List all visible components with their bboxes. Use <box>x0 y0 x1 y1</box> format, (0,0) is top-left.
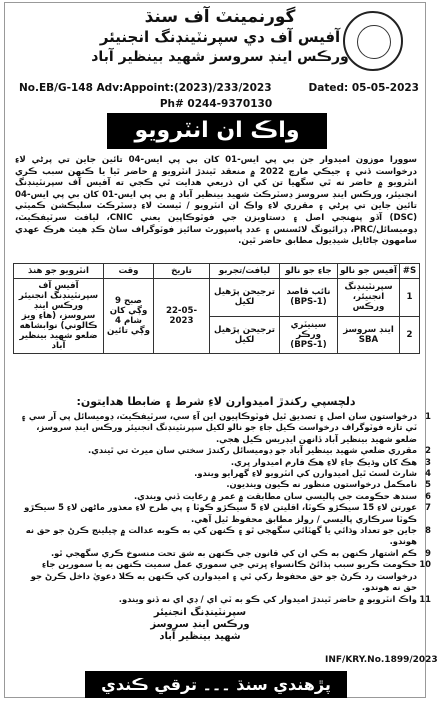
header-office: آفيس آف دي سپرنٽينڊنگ انجنيئر <box>99 28 341 46</box>
list-item <box>15 411 431 445</box>
rule-text: جاين جو تعداد وڌائي يا گهٽائي سگهجي ٿو ۽ ڪنهن کي به ڪوبه عدالت ۾ چيلينج ڪرڻ جو حق نه هوندو. <box>25 525 417 547</box>
signature-block <box>145 607 255 643</box>
cell-office-name: سپرنٽينڊنگ انجنيئر، ورڪس <box>338 279 400 317</box>
rule-number: 11 <box>419 593 431 604</box>
rule-text: شارٽ لسٽ ٿيل اميدوارن کي انٽرويو لاءِ گهرايو ويندو. <box>194 468 417 479</box>
rule-text: حڪومت ڪريو سبب ٻڌائڻ ڪانسواءِ ڀرتي جي سموري عمل سميت ڪنهن به يا سمورين جاءِ درخواست رد ڪرڻ جو حق محفوظ رکي ٿي ۽ اميدوارن کي ڪنهن به ڪلا دعويٰ داخل ڪرڻ جو حق نه هوندو. <box>30 559 417 593</box>
inf-number: INF/KRY.No.1899/2023 <box>325 655 438 665</box>
footer-slogan-banner: پڙهندي سنڌ ۔۔۔ ترقي ڪندي سنڌ <box>85 671 347 698</box>
rule-number: 4 <box>425 468 431 479</box>
walk-in-interview-banner: واڪ ان انٽرويو <box>107 113 327 149</box>
rule-number: 6 <box>425 490 431 501</box>
rule-number: 2 <box>425 445 431 456</box>
header-office-name: آفيس جو نالو <box>338 264 400 279</box>
signature-department: ورڪس اينڊ سروسز <box>150 619 250 630</box>
header-time: وقت <box>104 264 154 279</box>
rule-number: 3 <box>425 456 431 467</box>
list-item <box>15 456 431 468</box>
rules-list <box>15 411 431 605</box>
table-row <box>14 279 420 317</box>
rule-text: هڪ کان وڌيڪ جاءِ لاءِ هڪ فارم اميدوار ڀري. <box>230 456 417 467</box>
rule-number: 7 <box>425 502 431 513</box>
cell-post-name: سينيٽري ورڪر (BPS-1) <box>280 316 338 354</box>
rule-number: 5 <box>425 479 431 490</box>
rule-text: ڪم اشتهار ڪنهن به ڪي ان کي قانون جي ڪنهن به شق تحت منسوخ ڪري سگهجي ٿو. <box>51 547 417 558</box>
rule-text: واڪ انٽرويو ۾ حاضر ٿيندڙ اميدوار کي ڪو به ٽي اي / ڊي اي نه ڏنو ويندو. <box>118 593 417 604</box>
rule-number: 10 <box>419 559 431 570</box>
list-item <box>15 468 431 479</box>
header-department: ورڪس اينڊ سروسز شهيد بينظير آباد <box>91 49 349 65</box>
cell-qualification: ترجيحن پڙهيل لکيل <box>210 279 280 317</box>
cell-venue: آفيس آف سپرنٽينڊنگ انجنيئر ورڪس اينڊ سروسز، (هاءِ ويز ڪالوني) نوابشاهه ضلعو شهيد بينظير آباد <box>14 279 104 354</box>
cell-date: 22-05-2023 <box>154 279 210 354</box>
rule-text: درخواستون سان اصل ۽ تصديق ٿيل فوٽوڪاپيون اين آءِ سي، سرٽيفڪيٽ، ڊوميسائل پي آر سي ۽ ٽي تازه فوٽوگراف درخواست ڪيل جاءِ جو نالو لکيل سپرنٽينڊنگ انجنيئر ورڪس اينڊ سروسز، ضلعو شهيد بينظير آباد ڏانهن ايڊريس ڪيل هجي. <box>21 411 417 444</box>
rule-number: 1 <box>425 411 431 421</box>
header-serial: S# <box>400 264 420 279</box>
cell-office-name: اينڊ سروسز SBA <box>338 316 400 354</box>
jobs-table <box>13 263 420 354</box>
signature-title: سپرنٽينڊنگ انجنيئر <box>153 607 247 618</box>
rule-number: 9 <box>425 547 431 558</box>
list-item <box>15 547 431 559</box>
table-header-row <box>14 264 420 279</box>
header-post-name: جاءِ جو نالو <box>280 264 338 279</box>
cell-time: صبح 9 وڳي کان شام 4 وڳي تائين <box>104 279 154 354</box>
signature-location: شهيد بينظير آباد <box>159 631 241 642</box>
rule-text: مقرري ضلعي شهيد بينظير آباد جو ڊوميسائل رکندڙ سختي سان ميرٽ تي ٿيندي. <box>88 445 417 456</box>
list-item <box>15 479 431 490</box>
list-item <box>15 593 431 605</box>
rule-text: عورتن لاءِ 15 سيڪڙو ڪوٽا، اقليتن لاءِ 5 سيڪڙو ڪوٽا ۽ پي طرح لاءِ معذور ماڻهن لاءِ 5 سيڪڙو ڪوٽا سرڪاري پاليسي / رولز مطابق محفوظ ٿيل آهي. <box>24 502 417 524</box>
header <box>85 7 355 67</box>
rule-number: 8 <box>425 525 431 536</box>
cell-qualification: ترجيحن پڙهيل لکيل <box>210 316 280 354</box>
reference-number: No.EB/G-148 Adv:Appoint:(2023)/233/2023 <box>19 82 272 94</box>
phone-number: Ph# 0244-9370130 <box>159 98 273 110</box>
list-item <box>15 559 431 593</box>
rule-text: سندھ حڪومت جي پاليسي سان مطابقت ۾ عمر ۾ رعايت ڏني ويندي. <box>133 490 417 501</box>
list-item <box>15 490 431 502</box>
reference-date: Dated: 05-05-2023 <box>308 82 419 94</box>
advertisement-page <box>4 2 438 721</box>
cell-post-name: نائب قاصد (BPS-1) <box>280 279 338 317</box>
rules-title: دلچسپي رکندڙ اميدوارن لاءِ شرط ۽ ضابطا هدايتون: <box>76 395 356 408</box>
header-venue: انٽرويو جو هنڌ <box>14 264 104 279</box>
list-item <box>15 502 431 525</box>
list-item <box>15 525 431 548</box>
cell-serial: 1 <box>400 279 420 317</box>
intro-paragraph: سوورا موزون اميدوار جن بي پي ايس-01 کان بي پي ايس-04 تائين جاين تي پرڻي لاءِ درخواست ڏني ۽ جيڪي مارچ 2022 ۾ منعقد ٿيندڙ انٽرويو ۾ حاضر ٿيا يا ڪنهن سبب ڪري انٽرويو ۾ حاضر نه ٿي سگهيا تن کي ان ذريعي هدايت ٿي ڪجي ته آفيس آف سپرنٽينڊنگ انجنيئر، ورڪس اينڊ سروسز ڊسٽرڪٽ شهيد بينظير آباد ۾ بي پي ايس-01 کان بي پي ايس-04 تائين جاين تي پرڻي ۽ مقرري لاءِ واڪ ان انٽرويو / ٽيسٽ لاءِ ڊسٽرڪٽ سليڪشن ڪميٽي (DSC) آڏو پنهنجي اصل ۽ دستاويزن جي فوٽوڪاپين يعني CNIC، ليافت سرٽيفڪيٽ، ڊوميسائل/PRC، ڊرائيونگ لائسنس ۽ عدد پاسپورٽ سائيز فوٽوگراف ساڻ ڪڍ هيٺ هرڪ عهدي سامهون ڄاڻايل شيڊيول مطابق حاضر ٿين. <box>15 155 418 247</box>
header-qualification: ليافت/تجربو <box>210 264 280 279</box>
header-date: تاريخ <box>154 264 210 279</box>
reference-line <box>19 82 419 94</box>
header-government: گورنمينٽ آف سنڌ <box>144 7 296 27</box>
rule-text: نامڪمل درخواستون منظور نه ڪيون وينديون. <box>226 479 417 490</box>
cell-serial: 2 <box>400 316 420 354</box>
list-item <box>15 445 431 456</box>
